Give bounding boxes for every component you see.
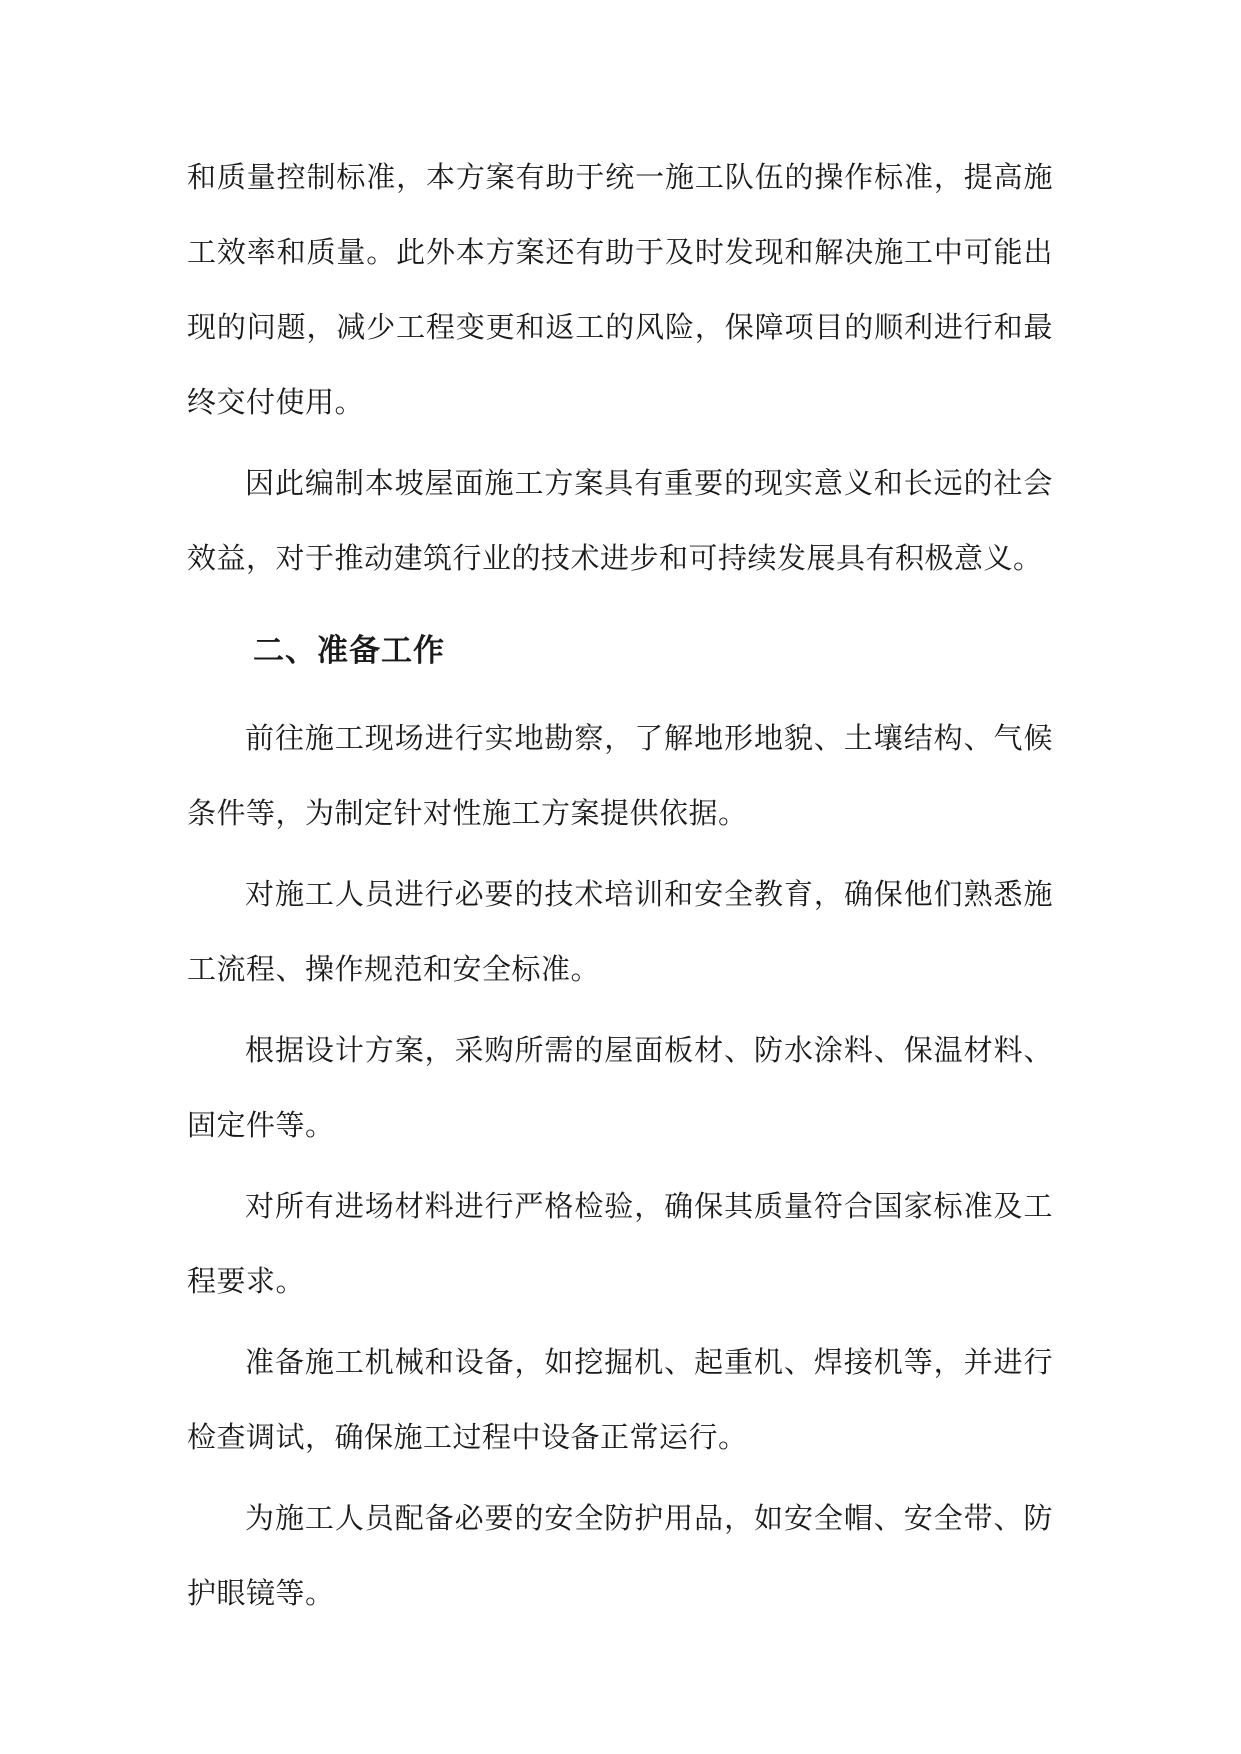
paragraph-significance: 因此编制本坡屋面施工方案具有重要的现实意义和长远的社会效益，对于推动建筑行业的技术进步和可持续发展具有积极意义。: [187, 466, 1053, 575]
paragraph-inspection: 对所有进场材料进行严格检验，确保其质量符合国家标准及工程要求。: [187, 1189, 1053, 1298]
paragraph-procurement: 根据设计方案，采购所需的屋面板材、防水涂料、保温材料、固定件等。: [187, 1033, 1053, 1142]
paragraph-safety-gear: 为施工人员配备必要的安全防护用品，如安全帽、安全带、防护眼镜等。: [187, 1501, 1053, 1610]
document-body: [187, 140, 1053, 1637]
paragraph-site-survey: 前往施工现场进行实地勘察，了解地形地貌、土壤结构、气候条件等，为制定针对性施工方案提供依据。: [187, 721, 1053, 830]
section-heading-preparation: 二、准备工作: [253, 633, 445, 669]
paragraph-training: 对施工人员进行必要的技术培训和安全教育，确保他们熟悉施工流程、操作规范和安全标准。: [187, 877, 1053, 986]
paragraph-equipment: 准备施工机械和设备，如挖掘机、起重机、焊接机等，并进行检查调试，确保施工过程中设备正常运行。: [187, 1345, 1053, 1454]
paragraph-continuation: 和质量控制标准，本方案有助于统一施工队伍的操作标准，提高施工效率和质量。此外本方案还有助于及时发现和解决施工中可能出现的问题，减少工程变更和返工的风险，保障项目的顺利进行和最终交付使用。: [187, 160, 1053, 419]
